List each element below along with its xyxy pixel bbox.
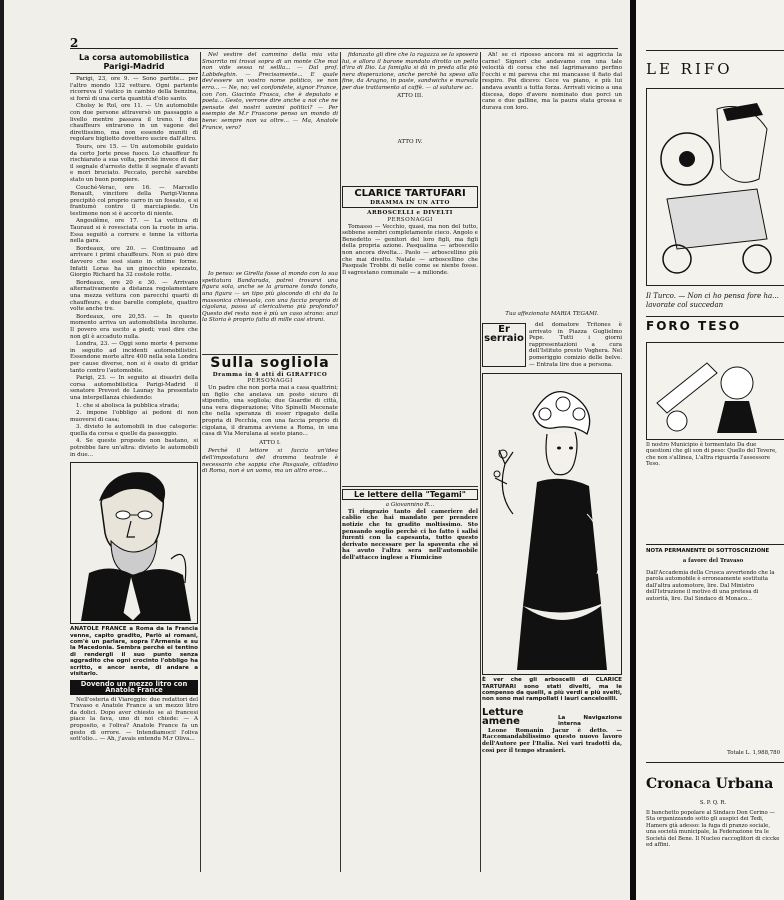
dispatch-item: 4. Se queste proposte non bastano, si potrebbe fare un'altra: divieto le automobili in due... bbox=[70, 438, 198, 458]
spqr: S. P. Q. R. bbox=[699, 800, 727, 806]
heading-lettere: Le lettere della "Tegami" bbox=[342, 489, 478, 500]
dispatch-item: Bordeaux, ore 20,55. — In questo momento arriva un automobilista incolume. Il povero era uscito a piedi; vuol dire che non gli è accaduto nulla. bbox=[70, 313, 198, 340]
col3-text: fidanzato gli dire che la ragazza se la sposerà lui, e allora il barone mandato dirotto un petto d'ira di Dio. La famiglia si dà in preda alla più nera disperazione, anche perchè ha speso alla fine, da Aragno, in paste, sandwichs e marsala per due trattamento al caffè. — al salutare ac. bbox=[342, 52, 478, 91]
dispatch-item: Bordeaux, ore 20. — Continuano ad arrivare i primi chauffeurs. Non si può dire davvero che essi siano in ottime forme. Infatti Loras ha un ginocchio spezzato, Giorgio Richard ha 32 costole rotte. bbox=[70, 245, 198, 279]
anatole-text: Nell'osteria di Viareggio: due redattori del Travaso e Anatole France a un mezzo litro da dolici. Dopo aver chiesto se ai francesi piace la fava, uno di noi chiede: — A proposito, e l'oliva? Anatole France fa un gesto di orrore. — Intendiamoci! l'oliva sott'olio... — Ah, j'avais entendu M.r Oliva... bbox=[70, 696, 198, 743]
letture-block bbox=[482, 707, 622, 728]
anatole-france-drawing bbox=[71, 463, 197, 621]
dispatch-item: Londra, 23. — Oggi sono morte 4 persone in seguito ad incidenti automobilistici. Essendone morte altre 400 nella sola Londra per cause diverse, non si è osato di gridar tanto contro l'automobile. bbox=[70, 341, 198, 374]
cartoon-turco-drawing bbox=[647, 89, 784, 285]
anatole-caption: ANATOLE FRANCE a Roma da la Francia venne, capito gradito, Parlò ai romani, com'è un parlare, sopra l'Armenia e su la Macedonia. Sembra perchè ei tentino di rendergli il suo punto senza aggradito che ogni crocinto l'obbligo ha scritto, e ancor sente, di andare a visitarlo. bbox=[70, 626, 198, 678]
facing-cartoon-1 bbox=[646, 88, 784, 286]
tartufari-drawing bbox=[483, 374, 621, 672]
dispatch-item: Bordeaux, ore 20 e 30. — Arrivano alternativamente a distanza regolamentare una mezza vettura con parecchi quarti di chauffeurs, e due barelle complete, quattro volte anche tre. bbox=[70, 279, 198, 313]
tartufari-caption: È ver che gli arboscelli di CLARICE TARTUFARI sono stati divelti, ma le compenso da quelli, a più verdi e più svelti, non sono mai rampollati i lauri cancelosilli. bbox=[482, 677, 622, 703]
dispatch-item: Couché-Verac, ore 16. — Marcello Renault, vincitore della Parigi-Vienna precipitò col proprio carro in un fossato, e si frantumò contro il marciapiede. Un testimone non si è accorto di niente. bbox=[70, 184, 198, 217]
lettere-recipient: a Giovannino R... bbox=[385, 502, 435, 509]
subscr-text: Dall'Accademia della Crusca avvertendo che la parola automobile è erroneamente sostituita dall'altra automotore, lire. Dal Ministro dell'Istruzione il motivo di una pretesa di autorità, lire. Dal Sindaco di Monaco... bbox=[646, 570, 775, 602]
foro-teso-drawing bbox=[647, 343, 784, 439]
heading-anatole-france: Dovendo un mezzo litro con Anatole France bbox=[70, 680, 198, 695]
dispatch-item: Angoulême, ore 17. — La vettura di Tauraud si è rovesciata con la ruote in aria. Essa seguitò a correre e tenne la vittoria nella gara. bbox=[70, 218, 198, 245]
foro-teso-title: FORO TESO bbox=[646, 319, 742, 333]
lettere-text: Ti ringrazio tanto del cameriere del cablio che hai mandato per prendere notizie che tu gradito moltissimo. Sto pensando soglio perchè ci ho fatto i sallsi furenti con la capesanta, tutto questo derivato necessare per la spaventa che si ha avuto l'altra sera nell'automobile dell'attacco inglese a Fiumicino bbox=[342, 508, 478, 562]
atto-1-text: Perchè il lettore si faccia un'idea dell'impostatura del dramma teatrale è necessario che sappia che Pasquale, cittadino di Roma, non è un uomo, ma un altro eroe... bbox=[202, 448, 338, 475]
signature: Tua affezionata MARIA TEGAMI. bbox=[505, 311, 599, 318]
tartufari-illustration bbox=[482, 373, 622, 675]
cronaca-title: Cronaca Urbana bbox=[646, 776, 774, 792]
dispatch-item: Cholsy le Rol, ore 11. — Un automobile con due persone attraversò un passaggio a livello mentre passava il treno. I due chauffeurs entrarono in un vagone del direttissimo, ma non essendo muniti di regolare biglietto dovettero uscire dall'altro. bbox=[70, 103, 198, 143]
dispatch-list bbox=[70, 76, 198, 458]
dispatch-item: 2. impone l'obbligo ai pedoni di non muoversi di casa; bbox=[70, 410, 198, 423]
cronaca-text: Il banchetto popolare al Sindaco Don Cerino — Sta organizzando sotto gli auspici dei Tedi, Hamers già adesso: la fuga di pranzo sociale, una società municipale, la Federazione tra le Società del Bene. Il Nucleo raccoglitori di ciccke ed affini. bbox=[646, 810, 780, 849]
anatole-france-illustration bbox=[70, 462, 198, 624]
serraio-block bbox=[482, 322, 622, 369]
atto-4: ATTO IV. bbox=[397, 139, 423, 146]
col2-text: Nel vestire del cammino della mia vita Smarrito mi trovai sopra di un monte Che mai non vide sessa ni sellla... — Dal prof. Labbdeghin. — Precisamente... E quale dev'essere un vostro nome politico, se non erro... — Ne, no; vel confondete, signor France, con l'on. Giacinto Frasca, che è deputato e poeta... Gesto, verrone dire anche a noi che ne pensate dei nostri uomini politici? — Per esempio de M.r Frascone penso un mondo di bene: sempre non va oltre... — Ma, Anatole France, vero? bbox=[202, 52, 338, 131]
letture-text: Leone Romanin Jacur è detto. — Raccomandabilissimo questo nuovo lavoro dell'Autore per l'Italia. Nei vari tradotti da, così per il tempo stranieri. bbox=[482, 727, 622, 754]
newspaper-page bbox=[4, 0, 630, 900]
foro-teso-cartoon bbox=[646, 342, 784, 440]
tartufari-title: CLARICE TARTUFARI bbox=[354, 187, 466, 199]
tartufari-text: Tomasso — Vecchio, quasi, ma non del tutto, sebbene sembri completamente cieco. Angolo e Benedetto — genitori del loro figli, ma figli della propria azione. Pasqualina — arboscello non ancora divelta... Paolo — arboscellino più che mai divelto. Natale — arboscellino che Pasquale Trobbi di nelle come se niente fosse. Il sagrestano comunale — a milionde. bbox=[342, 223, 478, 276]
col2-poem: Io penso: se Girella fosse al mondo con la sua spettatura Bandaruda, potrei trovarvi una figura sola, anche se la gramare tondo tondo, una figura — un tipo più giocondo di chi da la massonica chiesuola, con una faccia proprio di cigolana, passa al clericalismo più profondo? Questo del resto non è più un caso strano: anzi la Storia è proprio fatta di mille casi strani. bbox=[202, 271, 338, 324]
atto-1: ATTO I. bbox=[259, 439, 281, 446]
divider bbox=[70, 73, 198, 74]
dispatch-item: Parigi, 23. — In seguito ai disastri della corsa automobilistica Parigi-Madrid il senatore Prevost de Launay ha presentato una interpellanza chiedendo: bbox=[70, 375, 198, 401]
divider bbox=[646, 544, 784, 545]
column-1 bbox=[70, 52, 198, 877]
heading-navigazione: La Navigazione interna bbox=[557, 714, 622, 728]
column-divider bbox=[340, 52, 341, 872]
column-divider bbox=[480, 52, 481, 872]
column-4 bbox=[482, 52, 622, 877]
col4-text: Ah! se ci riposso ancora mi si aggriccia la carne! Signori che andavamo con una tale velocità di corsa che nel lagrimavano perfino l'occhi e mi pareva che mi mancasse il fiato dal respiro. Poi dicevo: Cece va piano, e più lui andava avanti a tutta forza. Arrivati vicino a una discesa, dopo d'avere nominato due porci un cane e due galline, ma la paura stata grossa e durava con loro. bbox=[482, 52, 622, 111]
top-rule bbox=[70, 48, 618, 49]
page-number: 2 bbox=[70, 36, 79, 50]
dispatch-item: Tours, ore 15. — Un automobile guidato da certo Jorte prese fuoco. Lo chauffeur fu rischiarato a sua volta, perchè invece di dar il segnale d'arresto dette il segnale d'avanti e morì bruciato. Peccato, perchè sarebbe stato un buon pompiere. bbox=[70, 143, 198, 183]
dispatch-item: Parigi, 23, ore 9. — Sono partite... per l'altro mondo 132 vetture. Ogni partente ricorreva il viatico in cambio della benzina, si fornì di una certa quantità d'olio santo. bbox=[70, 76, 198, 102]
atto-3: ATTO III. bbox=[396, 92, 424, 99]
subscr-title: NOTA PERMANENTE DI SOTTOSCRIZIONE bbox=[646, 548, 770, 554]
column-2 bbox=[202, 52, 338, 877]
heading-sogliola: Sulla sogliola bbox=[210, 354, 330, 371]
serraio-text: del domatore Tritones è arrivato in Piazza Guglielmo Pepe. Tutti i giorni rappresentazioni a cura dell'Istituto presto Voghera. Nel pomeriggio comizio delle belve. — Entrata lire due a persona. bbox=[529, 321, 622, 368]
tartufari-personaggi: PERSONAGGI bbox=[387, 216, 433, 223]
column-divider bbox=[200, 52, 201, 872]
sogliola-subtitle: Dramma in 4 atti di GIRAFFICO bbox=[212, 371, 328, 378]
tartufari-author: ARBOSCELLI e DIVELTI bbox=[367, 210, 453, 217]
subscr-subtitle: a favore del Travaso bbox=[682, 558, 744, 564]
sogliola-personaggi: PERSONAGGI bbox=[247, 378, 293, 385]
tartufari-subtitle: DRAMMA IN UN ATTO bbox=[370, 199, 450, 206]
divider bbox=[646, 762, 784, 763]
facing-caption-1: Il Turco. — Non ci ho pensa fore ha... lavorate col succedan bbox=[646, 292, 779, 309]
column-3 bbox=[342, 52, 478, 877]
foro-teso-text: Il nostro Municipio è tormentato Da due questioni che gli son di peso: Quello del Tevere, che non s'allinea, L'altra riguarda l'assessore Teso. bbox=[646, 442, 777, 468]
divider bbox=[646, 316, 784, 317]
facing-page bbox=[636, 0, 784, 900]
tartufari-box bbox=[342, 186, 478, 209]
heading-letture: Letture amene bbox=[482, 706, 524, 727]
divider bbox=[342, 486, 478, 487]
dispatch-item: 3. divieto le automobili in due categorie: quella da corsa e quelle da passeggio. bbox=[70, 424, 198, 437]
heading-corsa: La corsa automobilistica Parigi-Madrid bbox=[78, 53, 190, 71]
heading-serraio: Er serraio bbox=[482, 323, 526, 367]
dispatch-item: 1. che si abolisca la pubblica strada; bbox=[76, 402, 180, 409]
facing-header: LE RIFO bbox=[646, 60, 733, 78]
sogliola-text: Un padre che non porta mai a casa quattrini; un figlio che anelava un posto sicuro di stipendio, una sogliola; due Guardie di città, una vera disperazione; Vito Spinelli Mecenate che nella speranza di esser ripagato della propria di Pecchia, con una faccia proprio di cigolana, il dramma avviene a Roma, in una casa di Via Merulana al sesto piano... bbox=[202, 385, 338, 438]
subscr-total: Totale L. 1,988,780 bbox=[727, 750, 780, 756]
facing-top-rule bbox=[646, 50, 784, 51]
